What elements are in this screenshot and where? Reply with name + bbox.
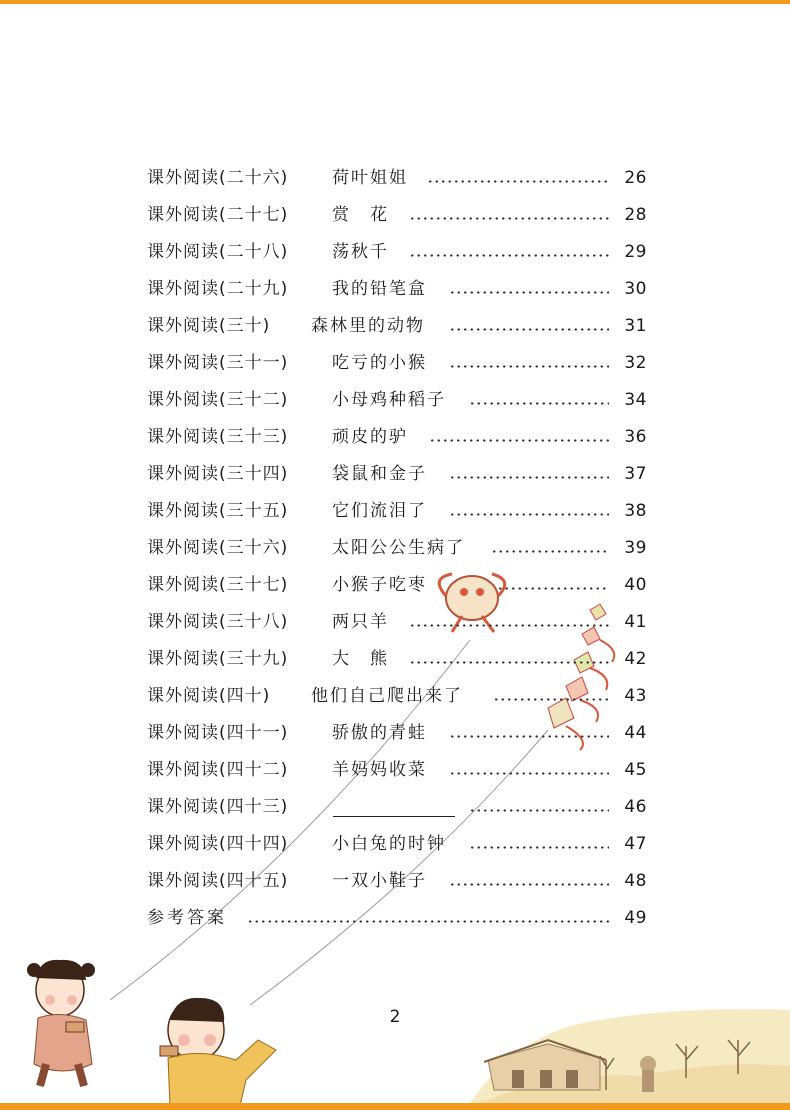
toc-title: 我的铅笔盒: [332, 279, 427, 299]
toc-title: 小猴子吃枣: [332, 575, 427, 595]
toc-entry[interactable]: [147, 424, 647, 450]
toc-page-number: 47: [624, 834, 647, 854]
toc-dot-leader: [427, 180, 609, 183]
toc-series-label: 课外阅读(三十一): [147, 353, 289, 373]
toc-title: 骄傲的青蛙: [332, 723, 427, 743]
toc-entry[interactable]: [147, 683, 647, 709]
toc-dot-leader: [409, 254, 609, 257]
toc-page-number: 29: [624, 242, 647, 262]
toc-title: 森林里的动物: [311, 316, 425, 336]
toc-entry[interactable]: [147, 350, 647, 376]
toc-series-label: 课外阅读(三十五): [147, 501, 289, 521]
toc-page-number: 39: [624, 538, 647, 558]
toc-dot-leader: [247, 920, 609, 923]
toc-title: 袋鼠和金子: [332, 464, 427, 484]
toc-title: 太阳公公生病了: [332, 538, 465, 558]
toc-dot-leader: [409, 624, 609, 627]
toc-series-label: 课外阅读(二十七): [147, 205, 289, 225]
toc-series-label: 课外阅读(四十四): [147, 834, 289, 854]
toc-series-label: 课外阅读(二十九): [147, 279, 289, 299]
toc-dot-leader: [469, 809, 609, 812]
toc-page-number: 28: [624, 205, 647, 225]
toc-entry[interactable]: [147, 202, 647, 228]
toc-title: 荡秋千: [332, 242, 389, 262]
toc-entry-answers[interactable]: [147, 905, 647, 931]
toc-dot-leader: [449, 883, 609, 886]
toc-series-label: 课外阅读(三十七): [147, 575, 289, 595]
toc-dot-leader: [469, 846, 609, 849]
toc-series-label: 课外阅读(三十): [147, 316, 271, 336]
toc-entry[interactable]: [147, 831, 647, 857]
toc-page-number: 42: [624, 649, 647, 669]
toc-entry[interactable]: [147, 276, 647, 302]
toc-page-number: 38: [624, 501, 647, 521]
toc-title: 小白兔的时钟: [332, 834, 446, 854]
toc-entry[interactable]: [147, 720, 647, 746]
toc-title: 顽皮的驴: [332, 427, 408, 447]
toc-page-number: 31: [624, 316, 647, 336]
toc-title: 它们流泪了: [332, 501, 427, 521]
toc-series-label: 课外阅读(三十三): [147, 427, 289, 447]
toc-title: 赏 花: [332, 205, 389, 225]
toc-page-number: 46: [624, 797, 647, 817]
page-number: 2: [389, 1007, 401, 1027]
toc-dot-leader: [449, 365, 609, 368]
toc-page-number: 26: [624, 168, 647, 188]
toc-series-label: 课外阅读(三十九): [147, 649, 289, 669]
toc-entry[interactable]: [147, 609, 647, 635]
toc-series-label: 课外阅读(三十四): [147, 464, 289, 484]
bottom-accent-bar: [0, 1103, 790, 1110]
toc-title: 一双小鞋子: [332, 871, 427, 891]
toc-entry[interactable]: [147, 535, 647, 561]
toc-dot-leader: [449, 291, 609, 294]
toc-entry[interactable]: [147, 498, 647, 524]
toc-series-label: 课外阅读(三十二): [147, 390, 289, 410]
toc-series-label: 参考答案: [147, 908, 227, 928]
blank-title-line: [333, 816, 455, 817]
toc-title: 两只羊: [332, 612, 389, 632]
toc-page-number: 45: [624, 760, 647, 780]
toc-series-label: 课外阅读(四十二): [147, 760, 289, 780]
toc-series-label: 课外阅读(二十六): [147, 168, 289, 188]
toc-page-number: 37: [624, 464, 647, 484]
toc-title: 他们自己爬出来了: [311, 686, 463, 706]
toc-title: 吃亏的小猴: [332, 353, 427, 373]
toc-entry[interactable]: [147, 387, 647, 413]
toc-entry[interactable]: [147, 572, 647, 598]
toc-series-label: 课外阅读(四十五): [147, 871, 289, 891]
toc-page-number: 34: [624, 390, 647, 410]
toc-series-label: 课外阅读(四十三): [147, 797, 289, 817]
toc-dot-leader: [449, 513, 609, 516]
toc-entry[interactable]: [147, 239, 647, 265]
toc-entry[interactable]: [147, 313, 647, 339]
toc-entry[interactable]: [147, 165, 647, 191]
toc-entry[interactable]: [147, 868, 647, 894]
toc-page-number: 48: [624, 871, 647, 891]
toc-entry[interactable]: [147, 646, 647, 672]
toc-entry[interactable]: [147, 461, 647, 487]
toc-series-label: 课外阅读(四十): [147, 686, 271, 706]
toc-page-number: 43: [624, 686, 647, 706]
toc-dot-leader: [449, 772, 609, 775]
toc-series-label: 课外阅读(二十八): [147, 242, 289, 262]
toc-entry[interactable]: [147, 757, 647, 783]
toc-dot-leader: [409, 661, 609, 664]
toc-page-number: 41: [624, 612, 647, 632]
toc-dot-leader: [449, 735, 609, 738]
toc-dot-leader: [449, 328, 609, 331]
toc-series-label: 课外阅读(四十一): [147, 723, 289, 743]
toc-series-label: 课外阅读(三十六): [147, 538, 289, 558]
toc-title: 羊妈妈收菜: [332, 760, 427, 780]
toc-series-label: 课外阅读(三十八): [147, 612, 289, 632]
toc-dot-leader: [497, 587, 609, 590]
toc-dot-leader: [469, 402, 609, 405]
toc-page-number: 32: [624, 353, 647, 373]
toc-dot-leader: [491, 550, 609, 553]
toc-title: 大 熊: [332, 649, 389, 669]
toc-title: 小母鸡种稻子: [332, 390, 446, 410]
toc-dot-leader: [449, 476, 609, 479]
toc-page-number: 30: [624, 279, 647, 299]
toc-page-number: 36: [624, 427, 647, 447]
toc-page-number: 49: [624, 908, 647, 928]
toc-page-number: 44: [624, 723, 647, 743]
toc-dot-leader: [493, 698, 609, 701]
toc-page-number: 40: [624, 575, 647, 595]
toc-title: 荷叶姐姐: [332, 168, 408, 188]
toc-dot-leader: [429, 439, 609, 442]
toc-dot-leader: [409, 217, 609, 220]
